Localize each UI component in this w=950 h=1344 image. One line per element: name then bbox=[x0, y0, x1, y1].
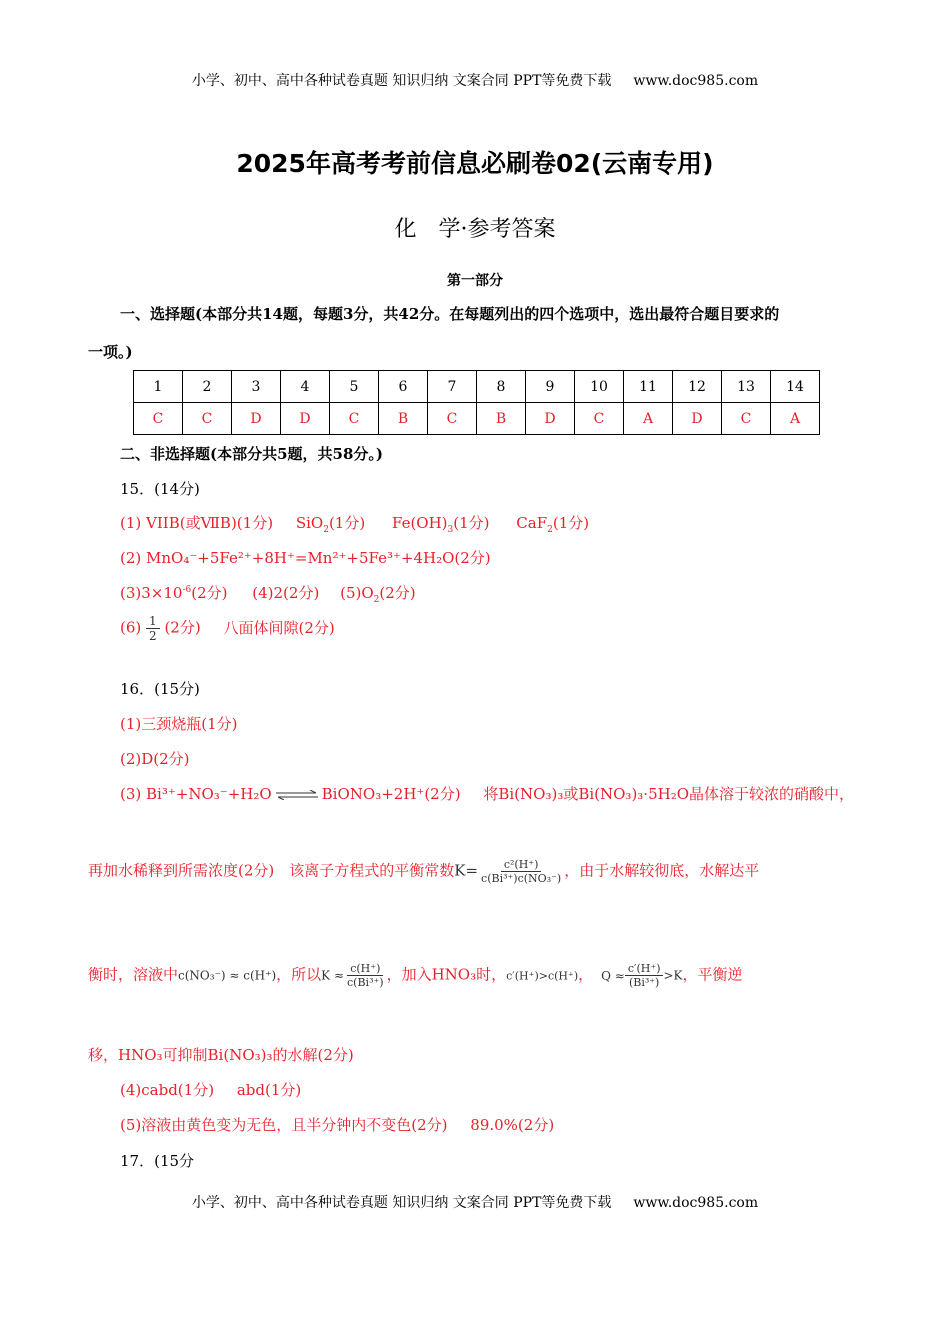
q16-5-compare: c′(H⁺)>c(H⁺) bbox=[506, 969, 579, 983]
equilibrium-arrow-icon bbox=[276, 790, 318, 800]
q16-5-e: ，平衡逆 bbox=[682, 965, 743, 984]
question-number: 10 bbox=[575, 371, 624, 403]
q16-5-b: ，所以 bbox=[276, 965, 322, 984]
q16-heading: 16．(15分) bbox=[120, 680, 200, 698]
question-number: 1 bbox=[134, 371, 183, 403]
q16-5-q: Q ≈ bbox=[601, 968, 625, 983]
q15-3a: $(3)3\times 10^{-6}(2$分) bbox=[120, 584, 228, 602]
q16-5-d: ， bbox=[578, 965, 594, 984]
answer-table bbox=[133, 370, 820, 435]
q16-line4 bbox=[88, 858, 759, 885]
q16-4-tail: ，由于水解较彻底，水解达平 bbox=[564, 861, 760, 880]
q15-1a: (1) VIIB(或ⅦB)(1分) bbox=[120, 514, 274, 532]
q15-line2: (2) MnO₄⁻+5Fe²⁺+8H⁺=Mn²⁺+5Fe³⁺+4H₂O(2分) bbox=[120, 549, 491, 567]
q15-line4 bbox=[120, 614, 335, 643]
answer-cell: C bbox=[183, 403, 232, 435]
fraction-k-expression: $\frac{\text{c²(H⁺)}}{\text{c(Bi³⁺)c(NO₃⁻)}}$ bbox=[481, 858, 562, 885]
section1-line2: 一项。) bbox=[88, 343, 133, 361]
q15-4-score: (2分) bbox=[164, 618, 201, 637]
fraction-one-half: $\frac{1}{2}$ bbox=[146, 614, 160, 643]
answer-cell: D bbox=[281, 403, 330, 435]
header-site: www.doc985.com bbox=[633, 73, 759, 89]
question-number: 4 bbox=[281, 371, 330, 403]
fraction-k-approx: $\frac{c(H^+)}{\text{c(Bi³⁺)}}$ bbox=[347, 962, 384, 989]
part-heading: 第一部分 bbox=[447, 273, 503, 289]
question-number: 14 bbox=[771, 371, 820, 403]
q16-5-c: ，加入HNO₃时， bbox=[386, 965, 507, 984]
fraction-q: $\frac{c'(H^+)}{\text{(Bi³⁺)}}$ bbox=[625, 962, 664, 989]
question-number: 11 bbox=[624, 371, 673, 403]
section1-line1: 一、选择题(本部分共14题，每题3分，共42分。在每题列出的四个选项中，选出最符合题目要求的 bbox=[120, 305, 780, 323]
q16-3-products: BiONO₃+2H⁺(2分) bbox=[321, 785, 461, 803]
q16-line3 bbox=[120, 783, 854, 804]
answer-cell: C bbox=[330, 403, 379, 435]
answer-cell: A bbox=[771, 403, 820, 435]
q16-3-reactants: (3) Bi³⁺+NO₃⁻+H₂O bbox=[120, 785, 272, 803]
q15-3b: (4)2(2分) bbox=[252, 584, 320, 602]
q16-line1: (1)三颈烧瓶(1分) bbox=[120, 715, 238, 733]
q16-5-k: K ≈ bbox=[321, 968, 345, 983]
q15-4b: 八面体间隙(2分) bbox=[223, 618, 335, 637]
q16-7b: abd(1分) bbox=[236, 1081, 302, 1099]
page-footer bbox=[0, 1192, 950, 1212]
q16-5-gt: >K bbox=[663, 968, 683, 983]
header-text: 小学、初中、高中各种试卷真题 知识归纳 文案合同 PPT等免费下载 bbox=[191, 73, 612, 89]
q15-3c: $(5)O_2(2$分) bbox=[340, 584, 416, 605]
question-number: 9 bbox=[526, 371, 575, 403]
answer-cell: A bbox=[624, 403, 673, 435]
q17-heading: 17．(15分 bbox=[120, 1152, 195, 1170]
answer-cell: C bbox=[722, 403, 771, 435]
question-number: 2 bbox=[183, 371, 232, 403]
q16-5-a: 衡时，溶液中 bbox=[88, 965, 179, 984]
q16-4-text: 再加水稀释到所需浓度(2分) 该离子方程式的平衡常数 bbox=[88, 861, 455, 880]
answer-cell: C bbox=[575, 403, 624, 435]
page-title: 2025年高考考前信息必刷卷02(云南专用) bbox=[236, 149, 714, 178]
q16-line7 bbox=[120, 1079, 301, 1100]
question-number: 7 bbox=[428, 371, 477, 403]
q16-line6: 移，HNO₃可抑制Bi(NO₃)₃的水解(2分) bbox=[88, 1046, 354, 1064]
q16-3-method: 将Bi(NO₃)₃或Bi(NO₃)₃·5H₂O晶体溶于较浓的硝酸中， bbox=[483, 785, 855, 803]
answer-cell: C bbox=[134, 403, 183, 435]
footer-site: www.doc985.com bbox=[633, 1195, 759, 1211]
answer-cell: B bbox=[477, 403, 526, 435]
q15-1d: CaF$_2$(1分) bbox=[516, 514, 590, 535]
q15-4-label: (6) bbox=[120, 618, 142, 637]
answer-cell: B bbox=[379, 403, 428, 435]
question-number: 5 bbox=[330, 371, 379, 403]
q16-line5 bbox=[88, 962, 743, 989]
q16-line2: (2)D(2分) bbox=[120, 750, 190, 768]
answer-table-answers-row bbox=[134, 403, 820, 435]
answer-table-numbers-row bbox=[134, 371, 820, 403]
question-number: 12 bbox=[673, 371, 722, 403]
question-number: 13 bbox=[722, 371, 771, 403]
footer-text: 小学、初中、高中各种试卷真题 知识归纳 文案合同 PPT等免费下载 bbox=[191, 1195, 612, 1211]
answer-cell: C bbox=[428, 403, 477, 435]
q15-line3 bbox=[120, 582, 416, 605]
q16-8b: 89.0%(2分) bbox=[470, 1116, 555, 1134]
page-header bbox=[0, 70, 950, 90]
q16-7a: (4)cabd(1分) bbox=[120, 1081, 215, 1099]
q15-heading: 15．(14分) bbox=[120, 480, 200, 498]
q16-8a: (5)溶液由黄色变为无色，且半分钟内不变色(2分) bbox=[120, 1116, 448, 1134]
q15-1b: SiO$_2$(1分) bbox=[295, 514, 366, 535]
answer-cell: D bbox=[232, 403, 281, 435]
answer-cell: D bbox=[526, 403, 575, 435]
q16-4-k: K= bbox=[454, 861, 479, 880]
answer-cell: D bbox=[673, 403, 722, 435]
page-subtitle: 化 学·参考答案 bbox=[394, 217, 556, 242]
q16-line8 bbox=[120, 1114, 554, 1135]
question-number: 8 bbox=[477, 371, 526, 403]
q15-line1 bbox=[120, 512, 589, 535]
question-number: 3 bbox=[232, 371, 281, 403]
section2-heading: 二、非选择题(本部分共5题，共58分。) bbox=[120, 445, 384, 463]
question-number: 6 bbox=[379, 371, 428, 403]
q15-1c: $Fe(OH)_3(1$分) bbox=[391, 514, 490, 535]
q16-5-approx: c(NO₃⁻) ≈ c(H⁺) bbox=[178, 968, 277, 983]
